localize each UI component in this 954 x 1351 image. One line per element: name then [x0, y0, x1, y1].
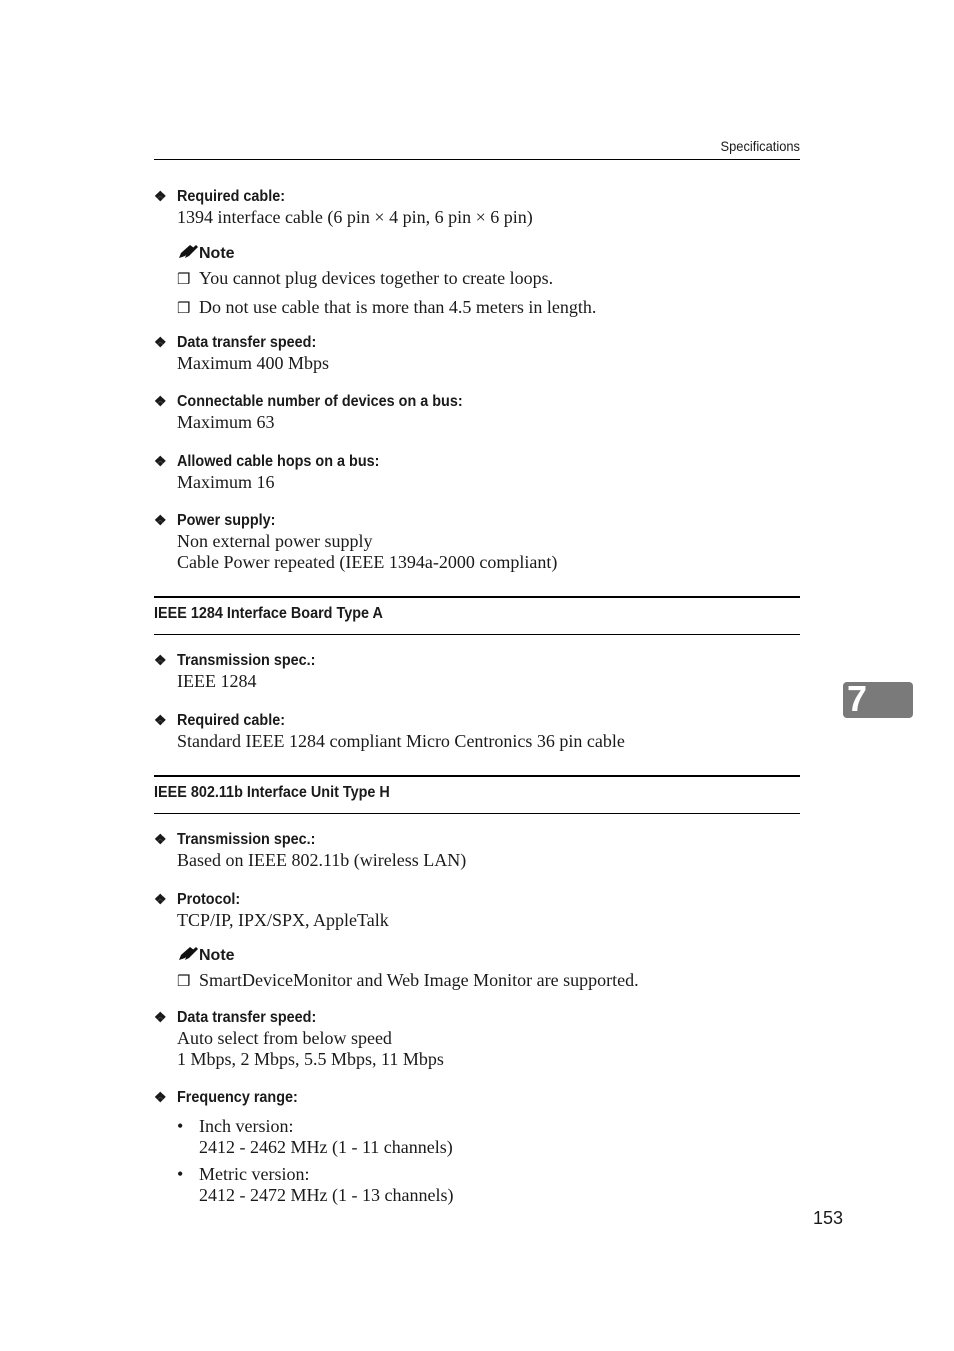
checkbox-bullet-icon: ❒: [177, 301, 191, 317]
spec-label: Transmission spec.:: [177, 831, 316, 848]
chapter-number: 7: [847, 678, 868, 719]
spec-protocol: [154, 889, 389, 931]
spec-label: Data transfer speed:: [177, 1009, 317, 1026]
diamond-bullet-icon: ❖: [154, 1089, 167, 1105]
spec-value: TCP/IP, IPX/SPX, AppleTalk: [177, 910, 389, 930]
spec-value: Non external power supply: [177, 531, 373, 551]
spec-label: Protocol:: [177, 891, 241, 908]
list-item-value: 2412 - 2462 MHz (1 - 11 channels): [199, 1137, 453, 1157]
spec-data-transfer-speed: [154, 332, 332, 374]
section-title: IEEE 1284 Interface Board Type A: [154, 605, 383, 622]
spec-label: Frequency range:: [177, 1089, 298, 1106]
spec-required-cable: [154, 710, 625, 752]
spec-label: Connectable number of devices on a bus:: [177, 393, 463, 410]
spec-frequency-range: [154, 1087, 311, 1108]
checkbox-bullet-icon: ❒: [177, 974, 191, 990]
spec-value: Based on IEEE 802.11b (wireless LAN): [177, 850, 467, 870]
running-header: Specifications: [720, 138, 800, 154]
chapter-tab: [843, 678, 913, 719]
spec-label: Power supply:: [177, 512, 276, 529]
diamond-bullet-icon: ❖: [154, 1009, 167, 1025]
note-item: You cannot plug devices together to create loops.: [199, 268, 554, 288]
diamond-bullet-icon: ❖: [154, 393, 167, 409]
diamond-bullet-icon: ❖: [154, 512, 167, 528]
diamond-bullet-icon: ❖: [154, 188, 167, 204]
list-item: [177, 1164, 453, 1206]
page-number: 153: [813, 1208, 844, 1228]
diamond-bullet-icon: ❖: [154, 891, 167, 907]
diamond-bullet-icon: ❖: [154, 652, 167, 668]
pencil-icon: [177, 244, 199, 260]
spec-transmission: [154, 829, 466, 871]
diamond-bullet-icon: ❖: [154, 712, 167, 728]
spec-power-supply: [154, 510, 557, 573]
spec-value: Maximum 400 Mbps: [177, 353, 330, 373]
diamond-bullet-icon: ❖: [154, 453, 167, 469]
spec-value: 1394 interface cable (6 pin × 4 pin, 6 pin × 6 pin): [177, 207, 533, 227]
list-item: [177, 1116, 453, 1158]
spec-value: Maximum 16: [177, 472, 275, 492]
section-title: IEEE 802.11b Interface Unit Type H: [154, 784, 390, 801]
section-heading-ieee1284: [154, 596, 800, 635]
diamond-bullet-icon: ❖: [154, 831, 167, 847]
spec-label: Required cable:: [177, 188, 286, 205]
spec-required-cable: [154, 186, 533, 228]
note-item: SmartDeviceMonitor and Web Image Monitor are supported.: [199, 970, 639, 990]
spec-allowed-hops: [154, 451, 402, 493]
diamond-bullet-icon: ❖: [154, 334, 167, 350]
spec-label: Data transfer speed:: [177, 334, 317, 351]
list-item-label: Inch version:: [199, 1116, 294, 1136]
note-block: [177, 244, 596, 323]
spec-label: Allowed cable hops on a bus:: [177, 453, 380, 470]
section-heading-ieee80211b: [154, 775, 800, 814]
spec-transmission: [154, 650, 331, 692]
spec-data-transfer-speed: [154, 1007, 444, 1070]
spec-value: 1 Mbps, 2 Mbps, 5.5 Mbps, 11 Mbps: [177, 1049, 444, 1069]
spec-value: Maximum 63: [177, 412, 275, 432]
spec-value: IEEE 1284: [177, 671, 257, 691]
bullet-dot-icon: •: [177, 1116, 184, 1136]
list-item-value: 2412 - 2472 MHz (1 - 13 channels): [199, 1185, 454, 1205]
spec-connectable-devices: [154, 391, 494, 433]
note-block: [177, 946, 639, 996]
list-item-label: Metric version:: [199, 1164, 310, 1184]
note-title: Note: [199, 245, 235, 262]
spec-label: Transmission spec.:: [177, 652, 316, 669]
spec-value: Standard IEEE 1284 compliant Micro Centronics 36 pin cable: [177, 731, 625, 751]
spec-label: Required cable:: [177, 712, 286, 729]
checkbox-bullet-icon: ❒: [177, 272, 191, 288]
note-title: Note: [199, 947, 235, 964]
note-item: Do not use cable that is more than 4.5 meters in length.: [199, 297, 597, 317]
spec-value: Cable Power repeated (IEEE 1394a-2000 compliant): [177, 552, 558, 572]
header-rule: [154, 159, 800, 160]
pencil-icon: [177, 946, 199, 962]
bullet-dot-icon: •: [177, 1164, 184, 1184]
spec-value: Auto select from below speed: [177, 1028, 392, 1048]
